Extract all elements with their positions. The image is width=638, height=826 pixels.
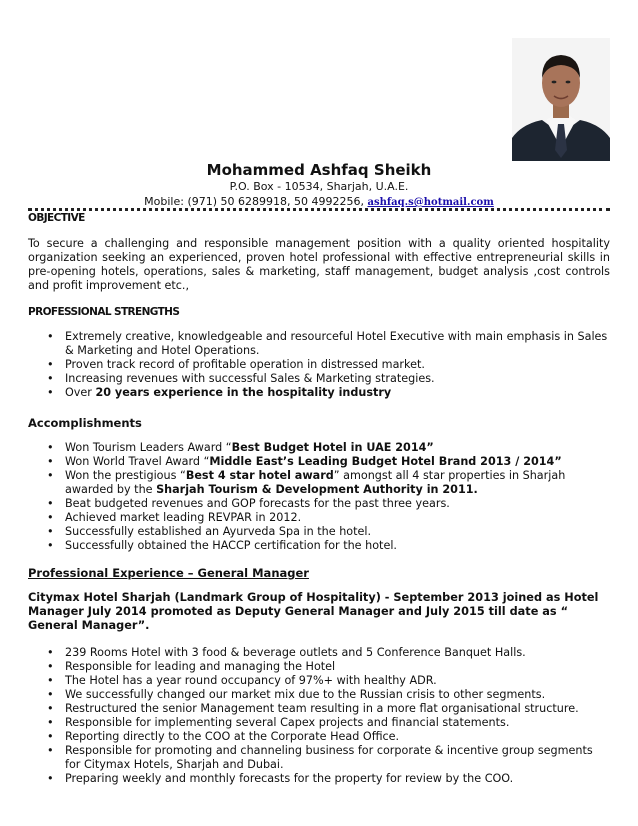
item-text: Won Tourism Leaders Award “ — [65, 441, 232, 454]
accomplishments-heading: Accomplishments — [28, 416, 142, 430]
item-text: Won the prestigious “ — [65, 469, 186, 482]
profile-photo-illustration — [512, 38, 610, 161]
list-item: • Increasing revenues with successful Sales & Marketing strategies. — [65, 372, 610, 386]
list-item: • Successfully established an Ayurveda Spa in the hotel. — [65, 525, 610, 539]
item-emphasis: Middle East’s Leading Budget Hotel Brand 2013 / 2014” — [209, 455, 562, 468]
resume-body — [28, 211, 610, 786]
list-item — [65, 441, 610, 455]
list-item — [65, 455, 610, 469]
list-item: • Responsible for leading and managing the Hotel — [65, 660, 610, 674]
item-emphasis: 20 years experience in the hospitality industry — [95, 386, 392, 399]
profile-photo — [512, 38, 610, 161]
email-link[interactable]: ashfaq.s@hotmail.com — [367, 197, 494, 208]
experience-position-title: Citymax Hotel Sharjah (Landmark Group of Hospitality) - September 2013 joined as Hotel Manager July 2014 promoted as Deputy General Manager and July 2015 till date as “ General Manager”. — [28, 591, 599, 632]
objective-heading: OBJECTIVE — [28, 212, 85, 224]
postal-address: P.O. Box - 10534, Sharjah, U.A.E. — [229, 180, 409, 193]
list-item: • The Hotel has a year round occupancy of 97%+ with healthy ADR. — [65, 674, 610, 688]
strengths-heading: PROFESSIONAL STRENGTHS — [28, 306, 180, 318]
list-item: • Proven track record of profitable operation in distressed market. — [65, 358, 610, 372]
accomplishments-list — [28, 441, 610, 553]
candidate-name: Mohammed Ashfaq Sheikh — [206, 161, 432, 179]
item-text: Over — [65, 386, 96, 399]
list-item: • We successfully changed our market mix due to the Russian crisis to other segments. — [65, 688, 610, 702]
list-item — [65, 386, 610, 400]
item-text: ” amongst all 4 star properties in Sharjah awarded by the — [65, 469, 566, 496]
mobile-numbers: Mobile: (971) 50 6289918, 50 4992256, — [144, 195, 368, 208]
item-emphasis: Best 4 star hotel award — [185, 469, 334, 482]
list-item: • Achieved market leading REVPAR in 2012. — [65, 511, 610, 525]
list-item: • Restructured the senior Management team resulting in a more flat organisational structure. — [65, 702, 610, 716]
list-item: • 239 Rooms Hotel with 3 food & beverage outlets and 5 Conference Banquet Halls. — [65, 646, 610, 660]
list-item: • Preparing weekly and monthly forecasts for the property for review by the COO. — [65, 772, 610, 786]
list-item — [65, 469, 610, 497]
objective-text: To secure a challenging and responsible management position with a quality oriented hospitality organization seeking an experienced, proven hotel professional with effective entrepreneurial skills in pre-opening hotels, operations, sales & marketing, staff management, budget analysis ,cost controls and profit improvement etc., — [28, 237, 610, 292]
list-item: • Extremely creative, knowledgeable and resourceful Hotel Executive with main emphasis in Sales & Marketing and Hotel Operations. — [65, 330, 610, 358]
list-item: • Successfully obtained the HACCP certification for the hotel. — [65, 539, 610, 553]
item-emphasis: Best Budget Hotel in UAE 2014” — [231, 441, 434, 454]
item-emphasis: Sharjah Tourism & Development Authority in 2011. — [156, 483, 478, 496]
experience-heading: Professional Experience – General Manager — [28, 566, 309, 580]
experience-list — [28, 646, 610, 786]
list-item: • Reporting directly to the COO at the Corporate Head Office. — [65, 730, 610, 744]
list-item: • Responsible for promoting and channeling business for corporate & incentive group segments for Citymax Hotels, Sharjah and Dubai. — [65, 744, 610, 772]
contact-line — [0, 195, 638, 208]
list-item: • Responsible for implementing several Capex projects and financial statements. — [65, 716, 610, 730]
list-item: • Beat budgeted revenues and GOP forecasts for the past three years. — [65, 497, 610, 511]
strengths-list — [28, 330, 610, 400]
item-text: Won World Travel Award “ — [65, 455, 210, 468]
